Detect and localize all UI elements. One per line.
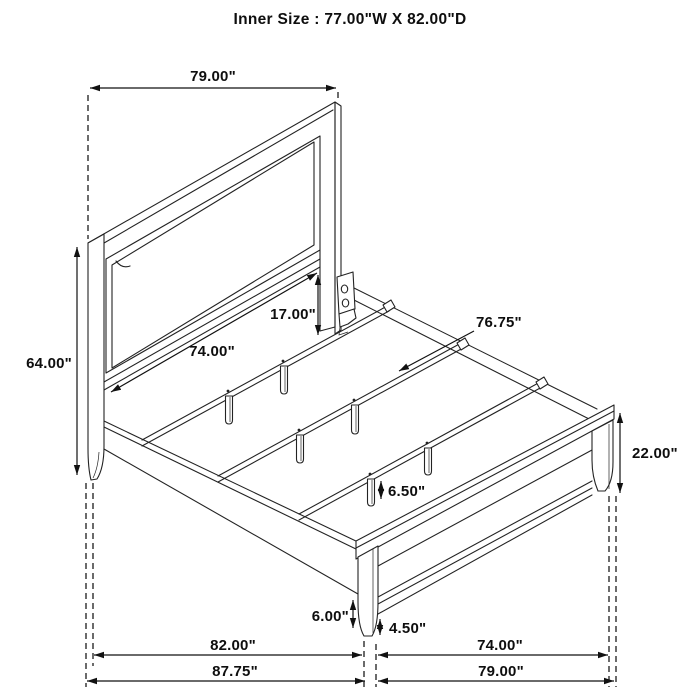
dim-label-overall-width: 79.00"	[478, 663, 524, 680]
dim-label-top-width: 79.00"	[190, 68, 236, 85]
dimension-footboard-height	[620, 413, 678, 493]
dimension-top-width	[90, 68, 336, 88]
dim-label-headboard-height: 64.00"	[26, 355, 72, 372]
dimension-post-leg-height	[312, 600, 353, 628]
dim-label-bracket-height: 17.00"	[270, 306, 316, 323]
headboard-left-post	[88, 234, 104, 480]
dim-label-post-leg-height: 6.00"	[311, 608, 349, 625]
dimension-overall-width	[378, 663, 614, 681]
dimension-inner-width	[378, 637, 608, 655]
dim-label-foot-height: 4.50"	[389, 620, 427, 637]
dim-label-side-rail-length: 82.00"	[210, 637, 256, 654]
dim-label-support-rail-length: 76.75"	[476, 314, 522, 331]
dim-label-inner-width: 74.00"	[477, 637, 523, 654]
footboard-top-rail	[356, 405, 614, 559]
rail-bracket	[337, 272, 356, 335]
dimension-headboard-height	[26, 247, 77, 475]
footboard-far-post	[592, 420, 613, 491]
dim-label-panel-width: 74.00"	[189, 343, 235, 360]
page-title: Inner Size : 77.00"W X 82.00"D	[233, 11, 467, 28]
dimension-overall-depth	[87, 663, 365, 681]
dimension-side-rail-length	[94, 637, 362, 655]
footboard	[356, 405, 614, 636]
dim-label-footboard-height: 22.00"	[632, 445, 678, 462]
dimension-bracket-height	[270, 275, 318, 335]
dim-label-support-leg-height: 6.50"	[388, 483, 426, 500]
side-rail-near	[104, 421, 358, 594]
footboard-near-post	[358, 546, 378, 636]
dimension-support-leg-height	[381, 481, 425, 500]
headboard	[88, 102, 356, 480]
dimension-foot-height	[380, 619, 426, 637]
dim-label-overall-depth: 87.75"	[212, 663, 258, 680]
